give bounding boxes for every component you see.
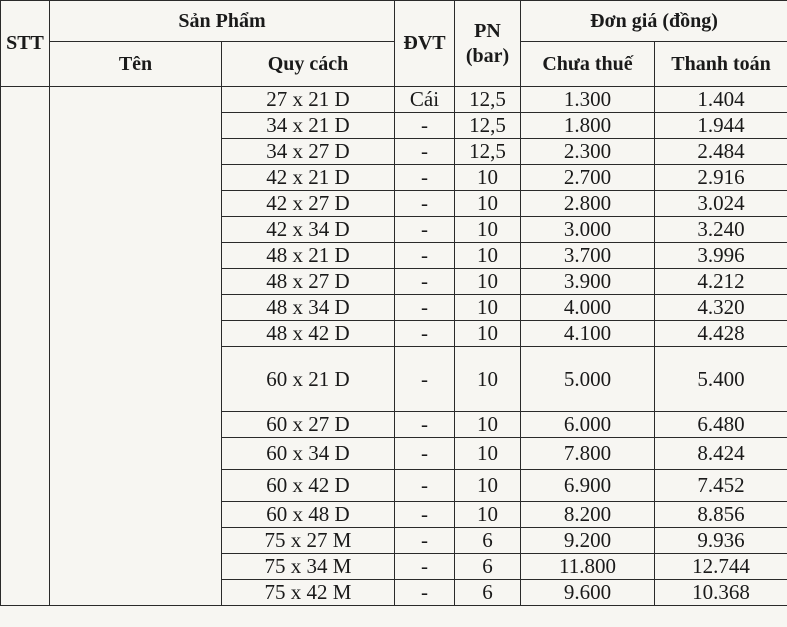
- thanh-toan-cell: 8.424: [655, 438, 787, 470]
- pn-cell: 10: [455, 412, 521, 438]
- pn-cell: 12,5: [455, 113, 521, 139]
- table-body: [1, 87, 787, 606]
- chua-thue-cell: 3.700: [521, 243, 655, 269]
- chua-thue-cell: 1.800: [521, 113, 655, 139]
- chua-thue-cell: 8.200: [521, 502, 655, 528]
- quy-cach-cell: 48 x 42 D: [222, 321, 395, 347]
- thanh-toan-cell: 4.212: [655, 269, 787, 295]
- thanh-toan-cell: 9.936: [655, 528, 787, 554]
- quy-cach-cell: 48 x 34 D: [222, 295, 395, 321]
- quy-cach-cell: 60 x 42 D: [222, 470, 395, 502]
- stt-cell: [1, 87, 50, 606]
- chua-thue-cell: 9.600: [521, 580, 655, 606]
- dvt-cell: -: [395, 438, 455, 470]
- chua-thue-cell: 2.300: [521, 139, 655, 165]
- quy-cach-cell: 60 x 27 D: [222, 412, 395, 438]
- pn-cell: 10: [455, 502, 521, 528]
- thanh-toan-cell: 1.944: [655, 113, 787, 139]
- dvt-cell: -: [395, 554, 455, 580]
- pn-cell: 10: [455, 295, 521, 321]
- quy-cach-cell: 75 x 27 M: [222, 528, 395, 554]
- chua-thue-cell: 9.200: [521, 528, 655, 554]
- header-ten: Tên: [50, 42, 222, 87]
- chua-thue-cell: 4.100: [521, 321, 655, 347]
- header-don-gia: Đơn giá (đồng): [521, 1, 787, 42]
- chua-thue-cell: 5.000: [521, 347, 655, 412]
- thanh-toan-cell: 3.240: [655, 217, 787, 243]
- pn-cell: 10: [455, 165, 521, 191]
- dvt-cell: -: [395, 139, 455, 165]
- dvt-cell: -: [395, 347, 455, 412]
- pn-cell: 10: [455, 470, 521, 502]
- header-stt: STT: [1, 1, 50, 87]
- chua-thue-cell: 11.800: [521, 554, 655, 580]
- chua-thue-cell: 6.000: [521, 412, 655, 438]
- thanh-toan-cell: 12.744: [655, 554, 787, 580]
- quy-cach-cell: 60 x 48 D: [222, 502, 395, 528]
- thanh-toan-cell: 6.480: [655, 412, 787, 438]
- pn-cell: 12,5: [455, 139, 521, 165]
- thanh-toan-cell: 3.996: [655, 243, 787, 269]
- quy-cach-cell: 27 x 21 D: [222, 87, 395, 113]
- pn-cell: 10: [455, 347, 521, 412]
- thanh-toan-cell: 1.404: [655, 87, 787, 113]
- header-pn: [455, 1, 521, 87]
- quy-cach-cell: 34 x 21 D: [222, 113, 395, 139]
- thanh-toan-cell: 8.856: [655, 502, 787, 528]
- header-dvt: ĐVT: [395, 1, 455, 87]
- pn-cell: 6: [455, 580, 521, 606]
- header-pn-line1: PN: [474, 19, 501, 42]
- dvt-cell: -: [395, 470, 455, 502]
- thanh-toan-cell: 2.484: [655, 139, 787, 165]
- quy-cach-cell: 60 x 34 D: [222, 438, 395, 470]
- thanh-toan-cell: 3.024: [655, 191, 787, 217]
- chua-thue-cell: 2.700: [521, 165, 655, 191]
- dvt-cell: -: [395, 243, 455, 269]
- table-header: [1, 1, 787, 87]
- thanh-toan-cell: 2.916: [655, 165, 787, 191]
- table-row: [1, 87, 787, 113]
- quy-cach-cell: 60 x 21 D: [222, 347, 395, 412]
- header-thanh-toan: Thanh toán: [655, 42, 787, 87]
- header-pn-line2: (bar): [465, 44, 510, 67]
- header-quy-cach: Quy cách: [222, 42, 395, 87]
- thanh-toan-cell: 7.452: [655, 470, 787, 502]
- pn-cell: 6: [455, 554, 521, 580]
- chua-thue-cell: 6.900: [521, 470, 655, 502]
- pn-cell: 6: [455, 528, 521, 554]
- pn-cell: 10: [455, 217, 521, 243]
- pn-cell: 10: [455, 243, 521, 269]
- chua-thue-cell: 1.300: [521, 87, 655, 113]
- dvt-cell: -: [395, 191, 455, 217]
- chua-thue-cell: 4.000: [521, 295, 655, 321]
- pn-cell: 10: [455, 269, 521, 295]
- dvt-cell: -: [395, 580, 455, 606]
- dvt-cell: -: [395, 269, 455, 295]
- dvt-cell: -: [395, 321, 455, 347]
- dvt-cell: -: [395, 113, 455, 139]
- thanh-toan-cell: 4.320: [655, 295, 787, 321]
- header-chua-thue: Chưa thuế: [521, 42, 655, 87]
- dvt-cell: -: [395, 165, 455, 191]
- quy-cach-cell: 48 x 27 D: [222, 269, 395, 295]
- dvt-cell: Cái: [395, 87, 455, 113]
- chua-thue-cell: 7.800: [521, 438, 655, 470]
- quy-cach-cell: 42 x 34 D: [222, 217, 395, 243]
- dvt-cell: -: [395, 502, 455, 528]
- dvt-cell: -: [395, 217, 455, 243]
- pn-cell: 10: [455, 191, 521, 217]
- pn-cell: 10: [455, 321, 521, 347]
- header-san-pham: Sản Phẩm: [50, 1, 395, 42]
- chua-thue-cell: 3.900: [521, 269, 655, 295]
- chua-thue-cell: 2.800: [521, 191, 655, 217]
- pn-cell: 12,5: [455, 87, 521, 113]
- thanh-toan-cell: 10.368: [655, 580, 787, 606]
- dvt-cell: -: [395, 412, 455, 438]
- thanh-toan-cell: 4.428: [655, 321, 787, 347]
- quy-cach-cell: 48 x 21 D: [222, 243, 395, 269]
- quy-cach-cell: 42 x 21 D: [222, 165, 395, 191]
- quy-cach-cell: 75 x 34 M: [222, 554, 395, 580]
- dvt-cell: -: [395, 295, 455, 321]
- quy-cach-cell: 75 x 42 M: [222, 580, 395, 606]
- quy-cach-cell: 42 x 27 D: [222, 191, 395, 217]
- quy-cach-cell: 34 x 27 D: [222, 139, 395, 165]
- thanh-toan-cell: 5.400: [655, 347, 787, 412]
- ten-cell: [50, 87, 222, 606]
- pn-cell: 10: [455, 438, 521, 470]
- dvt-cell: -: [395, 528, 455, 554]
- chua-thue-cell: 3.000: [521, 217, 655, 243]
